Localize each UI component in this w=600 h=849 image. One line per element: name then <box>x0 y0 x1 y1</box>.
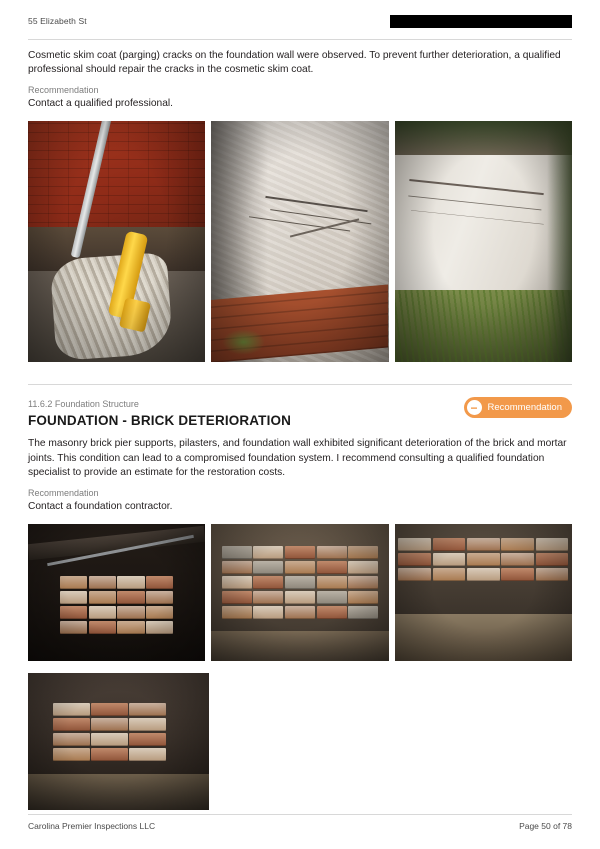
photo-brick-pier-3[interactable] <box>395 524 572 661</box>
top-recommendation-text: Contact a qualified professional. <box>28 98 173 110</box>
header-divider <box>28 39 572 40</box>
footer-company: Carolina Premier Inspections LLC <box>28 821 156 831</box>
photo-foundation-crack-grass[interactable] <box>395 121 572 362</box>
photo-brick-pier-1[interactable] <box>28 524 205 661</box>
photo-brick-wall-2[interactable] <box>211 524 388 661</box>
photo-brick-pier-4[interactable] <box>28 673 209 810</box>
status-badge[interactable] <box>464 397 572 418</box>
main-recommendation-text: Contact a foundation contractor. <box>28 501 173 513</box>
footer-page-number: Page 50 of 78 <box>519 821 572 831</box>
minus-circle-icon: − <box>467 400 482 415</box>
status-badge-label: Recommendation <box>487 402 562 414</box>
top-recommendation-label: Recommendation <box>28 85 99 96</box>
footer-divider <box>28 814 572 815</box>
main-photo-row-1 <box>28 524 572 661</box>
main-section-body: The masonry brick pier supports, pilasters, and foundation wall exhibited significant deterioration of the brick and mortar joints. This condition can lead to a compromised foundation system. I recommend consulting a qualified foundation specialist to provide an estimate for the restoration costs. <box>28 438 567 478</box>
page-header <box>28 0 572 34</box>
section-header <box>28 399 572 428</box>
top-section-body: Cosmetic skim coat (parging) cracks on the foundation wall were observed. To prevent further deterioration, a qualified professional should repair the cracks in the cosmetic skim coat. <box>28 50 561 76</box>
main-recommendation-label: Recommendation <box>28 488 99 499</box>
section-divider <box>28 384 572 385</box>
photo-parged-wall-crack[interactable] <box>211 121 388 362</box>
photo-red-brick-mop[interactable] <box>28 121 205 362</box>
section-kicker: 11.6.2 Foundation Structure <box>28 399 139 410</box>
section-title: FOUNDATION - BRICK DETERIORATION <box>28 413 292 429</box>
page-footer <box>28 814 572 831</box>
top-photo-row <box>28 121 572 362</box>
property-address: 55 Elizabeth St <box>28 16 87 26</box>
main-photo-row-2 <box>28 673 572 810</box>
redacted-bar <box>390 15 572 28</box>
